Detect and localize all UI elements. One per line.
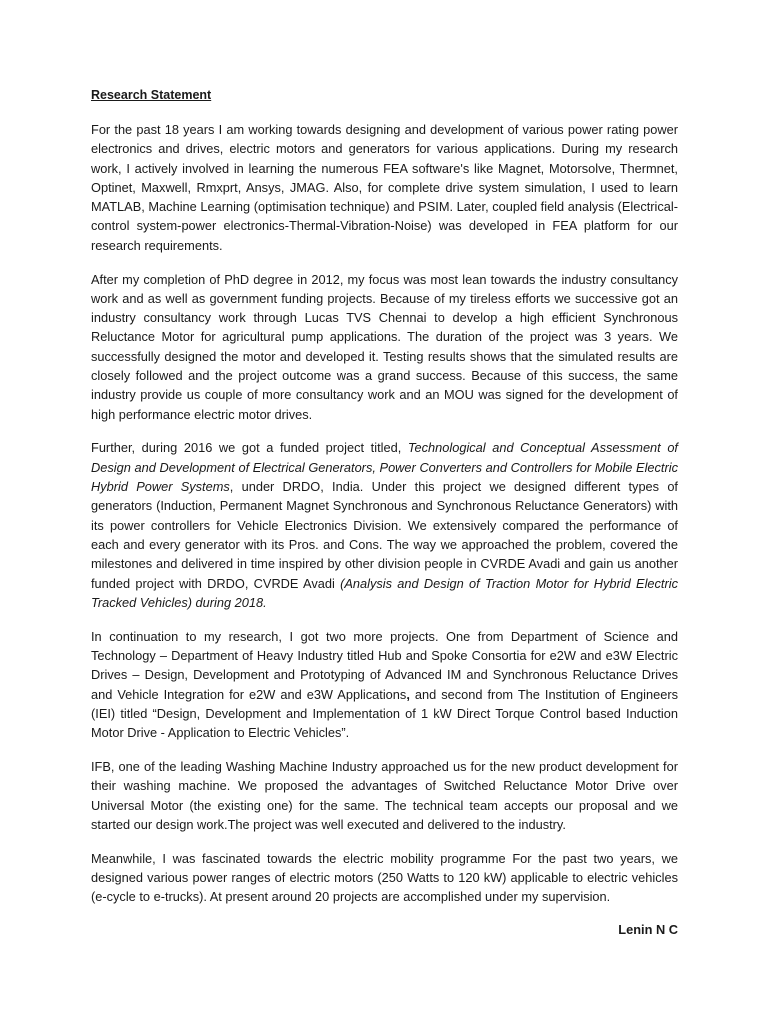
page-title: Research Statement xyxy=(91,88,212,102)
paragraph-6: Meanwhile, I was fascinated towards the electric mobility programme For the past two years, we designed various power ranges of electric motors (250 Watts to 120 kW) applicable to electric vehicles (e-cycle to e-trucks). At present around 20 projects are accomplished under my supervision. xyxy=(91,850,678,905)
paragraph-3-text-a: Further, during 2016 we got a funded project titled, xyxy=(91,440,408,456)
signature: Lenin N C xyxy=(618,921,678,937)
paragraph-3-text-c: , under DRDO, India. Under this project we designed different types of generators (Induction, Permanent Magnet Synchronous and Synchronous Reluctance Generators) with its power controllers for Vehicle Electronics Division. We extensively compared the performance of each and every generator with its Pros. and Cons. The way we approached the problem, covered the milestones and delivered in time inspired by other division people in CVRDE Avadi and gain us another funded project with DRDO, CVRDE Avadi xyxy=(91,479,678,591)
paragraph-4-comma: , xyxy=(406,686,410,702)
paragraph-3-second-project: (Analysis and Design of Traction Motor for Hybrid Electric Tracked Vehicles) during 2018. xyxy=(91,575,678,610)
paragraph-3-project-title: Technological and Conceptual Assessment of Design and Development of Electrical Generators, Power Converters and Controllers for Mobile Electric Hybrid Power Systems xyxy=(91,440,678,495)
paragraph-5: IFB, one of the leading Washing Machine Industry approached us for the new product development for their washing machine. We proposed the advantages of Switched Reluctance Motor Drive over Universal Motor (the existing one) for the same. The technical team accepts our proposal and we started our design work.The project was well executed and delivered to the industry. xyxy=(91,758,678,832)
paragraph-3 xyxy=(91,438,678,612)
paragraph-4-text-a: In continuation to my research, I got two more projects. One from Department of Science and Technology – Department of Heavy Industry titled Hub and Spoke Consortia for e2W and e3W Electric Drives – Design, Development and Prototyping of Advanced IM and Synchronous Reluctance Drives and Vehicle Integration for e2W and e3W Applications xyxy=(91,628,678,702)
document-body xyxy=(91,86,678,939)
paragraph-4 xyxy=(91,627,678,743)
paragraph-4-text-c: and second from The Institution of Engineers (IEI) titled “Design, Development and Implementation of 1 kW Direct Torque Control based Induction Motor Drive - Application to Electric Vehicles”. xyxy=(91,686,678,741)
paragraph-2: After my completion of PhD degree in 2012, my focus was most lean towards the industry consultancy work and as well as government funding projects. Because of my tireless efforts we successive got an industry consultancy work through Lucas TVS Chennai to develop a high efficient Synchronous Reluctance Motor for agricultural pump applications. The duration of the project was 3 years. We successfully designed the motor and developed it. Testing results shows that the simulated results are closely followed and the project outcome was a grand success. Because of this success, the same industry provide us couple of more consultancy work and an MOU was signed for the development of high performance electric motor drives. xyxy=(91,271,678,422)
paragraph-1: For the past 18 years I am working towards designing and development of various power rating power electronics and drives, electric motors and generators for various applications. During my research work, I actively involved in learning the numerous FEA software's like Magnet, Motorsolve, Thermnet, Optinet, Maxwell, Rmxprt, Ansys, JMAG. Also, for complete drive system simulation, I used to learn MATLAB, Machine Learning (optimisation technique) and PSIM. Later, coupled field analysis (Electrical-control system-power electronics-Thermal-Vibration-Noise) was developed in FEA platform for our research requirements. xyxy=(91,122,678,253)
